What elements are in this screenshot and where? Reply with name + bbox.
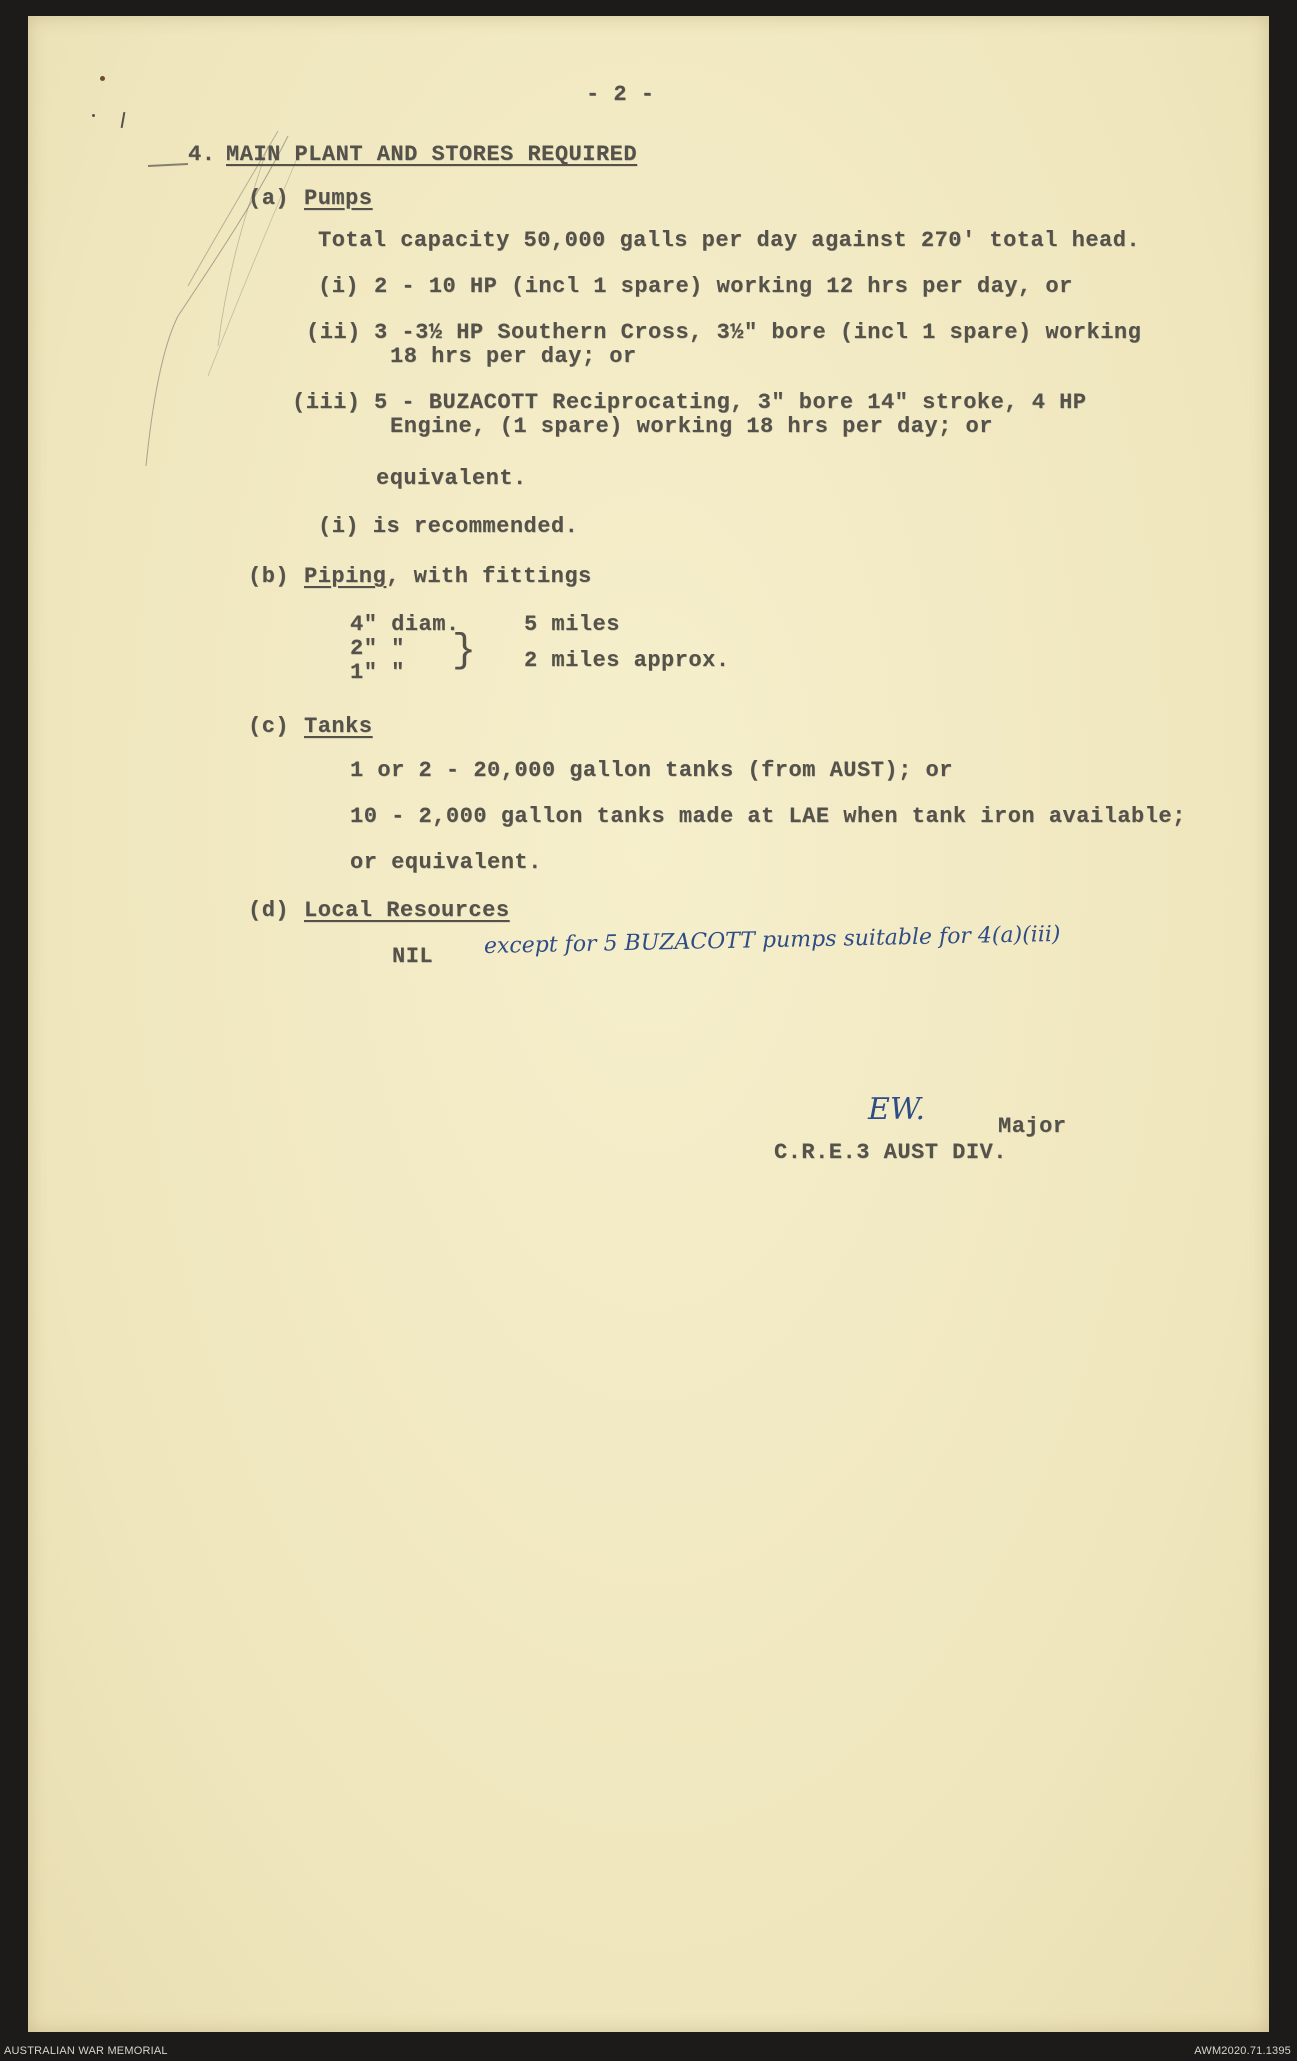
document-sheet [28, 16, 1269, 2032]
pumps-equivalent: equivalent. [376, 466, 527, 491]
tanks-line: 1 or 2 - 20,000 gallon tanks (from AUST); or [350, 758, 953, 783]
signature-initials: EW. [868, 1092, 926, 1127]
handwritten-annotation: except for 5 BUZACOTT pumps suitable for 4(a)(iii) [483, 921, 1061, 959]
pump-option-line: Engine, (1 spare) working 18 hrs per day; or [390, 414, 993, 439]
brace-mark: } [452, 629, 477, 674]
tanks-line: or equivalent. [350, 850, 542, 875]
piping-label: (b) [248, 564, 290, 589]
footer-reference: AWM2020.71.1395 [1194, 2045, 1291, 2057]
pump-option-line: 18 hrs per day; or [390, 344, 637, 369]
pumps-recommendation: (i) is recommended. [318, 514, 579, 539]
section-number: 4. [188, 142, 216, 167]
pumps-title: Pumps [304, 186, 373, 211]
pumps-label: (a) [248, 186, 290, 211]
tanks-title: Tanks [304, 714, 373, 739]
paper-blemish [92, 114, 95, 117]
page-number: - 2 - [586, 82, 655, 107]
piping-quantity: 5 miles [524, 612, 620, 637]
piping-size: 2" " [350, 636, 405, 661]
pencil-scratches [28, 16, 328, 476]
pump-option-number: (ii) [306, 320, 361, 345]
local-resources-title: Local Resources [304, 898, 510, 923]
tanks-label: (c) [248, 714, 290, 739]
footer-archive-name: AUSTRALIAN WAR MEMORIAL [4, 2045, 168, 2057]
piping-quantity: 2 miles approx. [524, 648, 730, 673]
tanks-line: 10 - 2,000 gallon tanks made at LAE when tank iron available; [350, 804, 1186, 829]
local-resources-value: NIL [392, 944, 434, 969]
paper-blemish [100, 76, 105, 81]
pump-option-line: 5 - BUZACOTT Reciprocating, 3" bore 14" stroke, 4 HP [374, 390, 1087, 415]
pump-option-line: 2 - 10 HP (incl 1 spare) working 12 hrs per day, or [374, 274, 1073, 299]
piping-size: 4" diam. [350, 612, 460, 637]
signature-rank: Major [998, 1114, 1067, 1139]
pump-option-number: (i) [318, 274, 360, 299]
piping-title: Piping [304, 564, 387, 589]
signature-unit: C.R.E.3 AUST DIV. [774, 1140, 1007, 1165]
pump-option-line: 3 -3½ HP Southern Cross, 3½" bore (incl 1 spare) working [374, 320, 1142, 345]
local-resources-label: (d) [248, 898, 290, 923]
section-title: MAIN PLANT AND STORES REQUIRED [226, 142, 638, 167]
pump-option-number: (iii) [292, 390, 361, 415]
pumps-capacity: Total capacity 50,000 galls per day against 270' total head. [318, 228, 1141, 253]
piping-suffix: , with fittings [386, 564, 592, 589]
piping-size: 1" " [350, 660, 405, 685]
